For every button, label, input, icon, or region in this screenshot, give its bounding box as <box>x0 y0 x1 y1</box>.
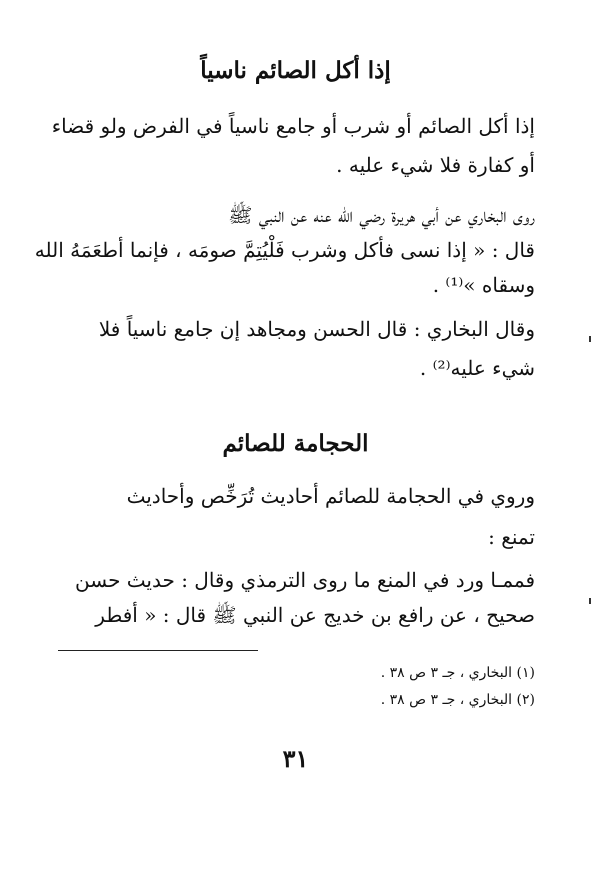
paragraph-line: صحيح ، عن رافع بن خديج عن النبي ﷺ قال : « أفطر <box>95 603 535 627</box>
paragraph-line: شيء عليه⁽²⁾ . <box>419 356 535 380</box>
footnote: (١) البخاري ، جـ ٣ ص ٣٨ . <box>380 665 535 681</box>
paragraph-line: أو كفارة فلا شيء عليه . <box>336 153 535 177</box>
paragraph-line: قال : « إذا نسى فأكل وشرب فَلْيُتِمَّ صومَه ، فإنما أطعَمَهُ الله <box>34 238 535 262</box>
paragraph-line: وروي في الحجامة للصائم أحاديث تُرَخِّص وأحاديث <box>126 484 535 508</box>
section-heading-forgetful-eating: إذا أكل الصائم ناسياً <box>200 57 391 84</box>
paragraph-line: تمنع : <box>488 525 535 549</box>
paragraph-line: إذا أكل الصائم أو شرب أو جامع ناسياً في الفرض ولو قضاء <box>51 114 535 138</box>
paragraph-line: وسقاه »⁽¹⁾ . <box>432 273 535 297</box>
footnote-separator <box>58 650 258 651</box>
footnote: (٢) البخاري ، جـ ٣ ص ٣٨ . <box>380 692 535 708</box>
section-heading-cupping: الحجامة للصائم <box>222 430 369 457</box>
paragraph-line: فممـا ورد في المنع ما روى الترمذي وقال : حديث حسن <box>75 568 535 592</box>
paragraph-line: روى البخاري عن أبي هريرة رضي الله عنه عن النبي ﷺ <box>228 203 535 227</box>
page-number: ٣١ <box>282 744 309 773</box>
paragraph-line: وقال البخاري : قال الحسن ومجاهد إن جامع ناسياً فلا <box>98 317 535 341</box>
